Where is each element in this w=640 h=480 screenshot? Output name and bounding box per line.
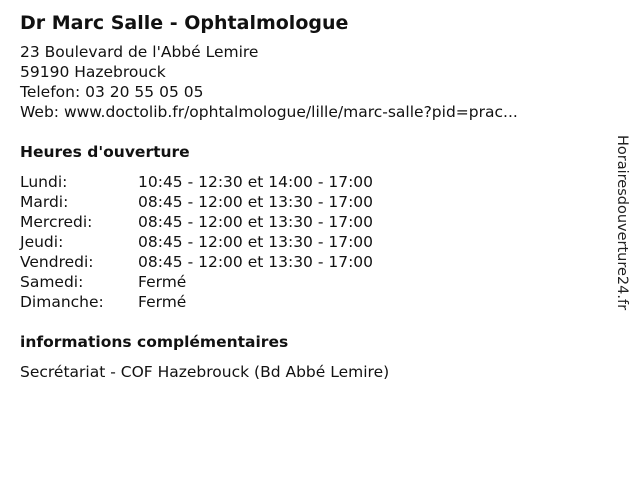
time-value: 08:45 - 12:00 et 13:30 - 17:00 [138,253,374,271]
website-link[interactable]: Web: www.doctolib.fr/ophtalmologue/lille/marc-salle?pid=prac... [20,103,518,121]
hours-table [20,172,600,312]
site-watermark-label: Horairesdouverture24.fr [614,135,630,311]
contact-block [20,42,600,122]
hours-row [20,272,600,292]
phone-number: Telefon: 03 20 55 05 05 [20,83,204,101]
time-value: 08:45 - 12:00 et 13:30 - 17:00 [138,193,374,211]
day-label: Jeudi: [20,233,64,251]
day-label: Samedi: [20,273,84,291]
day-label: Mercredi: [20,213,93,231]
time-value: 10:45 - 12:30 et 14:00 - 17:00 [138,173,374,191]
time-value: 08:45 - 12:00 et 13:30 - 17:00 [138,213,374,231]
hours-row [20,292,600,312]
hours-row [20,252,600,272]
day-label: Dimanche: [20,293,104,311]
day-label: Lundi: [20,173,68,191]
listing-card [20,10,600,382]
day-label: Mardi: [20,193,69,211]
day-label: Vendredi: [20,253,94,271]
time-value: 08:45 - 12:00 et 13:30 - 17:00 [138,233,374,251]
hours-row [20,212,600,232]
city-address: 59190 Hazebrouck [20,63,166,81]
time-value: Fermé [138,293,187,311]
hours-row [20,232,600,252]
street-address: 23 Boulevard de l'Abbé Lemire [20,43,259,61]
time-value: Fermé [138,273,187,291]
page-title: Dr Marc Salle - Ophtalmologue [20,12,349,34]
hours-row [20,172,600,192]
info-text: Secrétariat - COF Hazebrouck (Bd Abbé Lemire) [20,363,390,381]
hours-row [20,192,600,212]
hours-heading: Heures d'ouverture [20,143,190,161]
info-heading: informations complémentaires [20,333,289,351]
site-watermark [612,135,632,345]
